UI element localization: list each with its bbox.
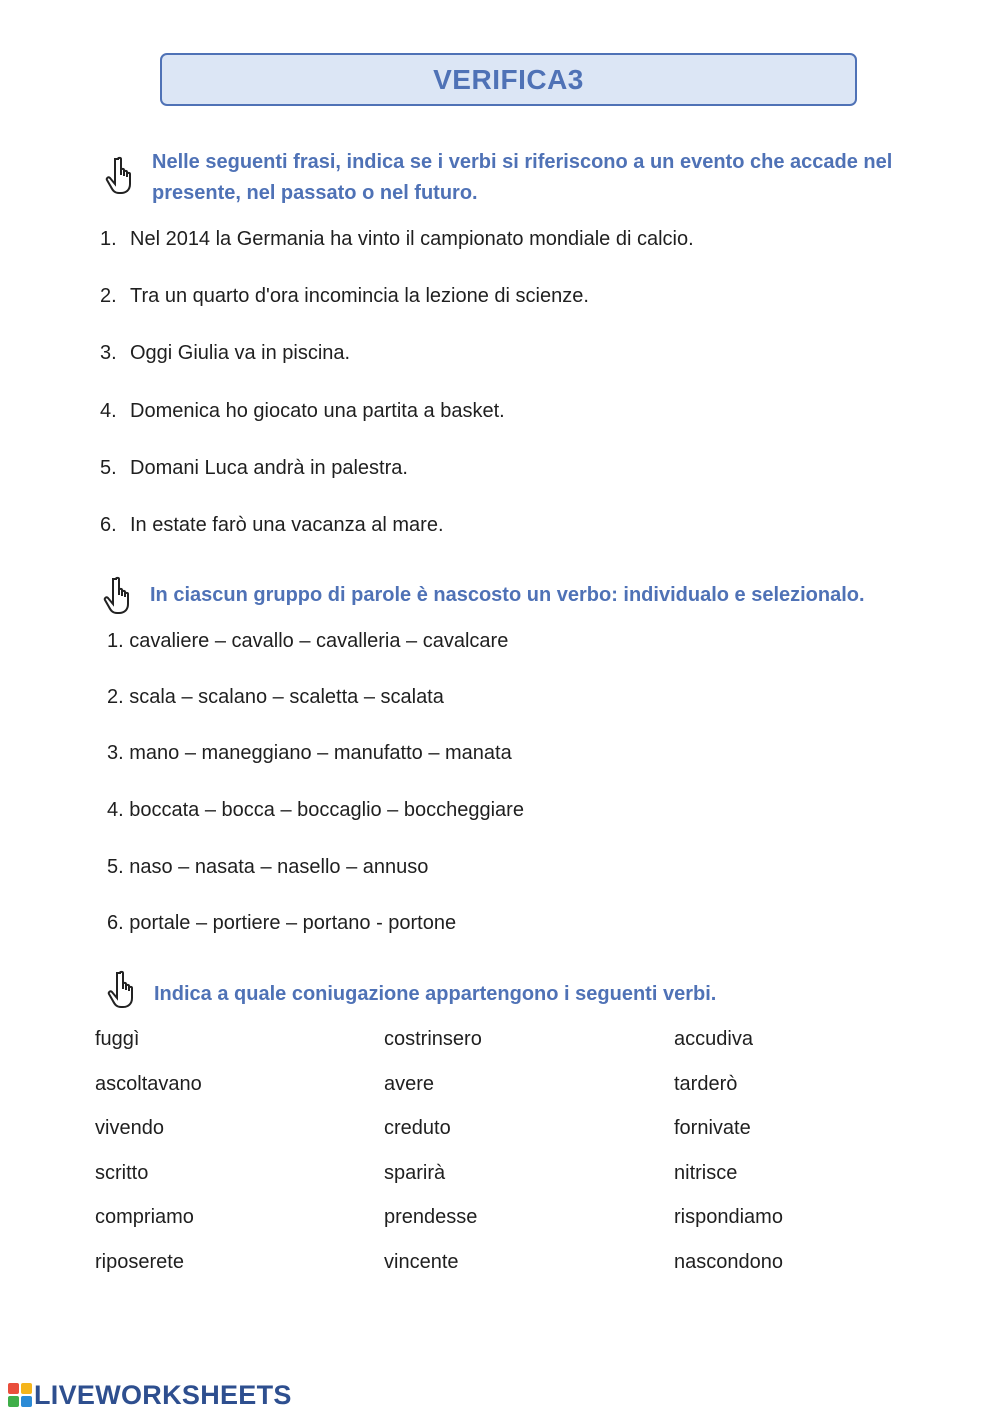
word-group[interactable]: 3. mano – maneggiano – manufatto – manata [107, 742, 512, 764]
verb-item: sparirà [384, 1161, 446, 1184]
list-item: 3. Oggi Giulia va in piscina. [100, 342, 351, 364]
logo-text: LIVEWORKSHEETS [34, 1379, 292, 1410]
verb-item: vivendo [95, 1117, 164, 1140]
pointing-hand-icon [102, 156, 138, 196]
word-group[interactable]: 6. portale – portiere – portano - portone [107, 912, 457, 934]
verb-item: accudiva [674, 1028, 753, 1050]
list-item: 4. Domenica ho giocato una partita a basket. [100, 400, 505, 422]
verb-item: nascondono [674, 1250, 783, 1273]
verb-item: fornivate [674, 1117, 751, 1140]
word-group[interactable]: 4. boccata – bocca – boccaglio – boccheggiare [107, 799, 524, 821]
list-item: 6. In estate farò una vacanza al mare. [100, 514, 444, 536]
verb-item: costrinsero [384, 1028, 482, 1050]
logo-square-yellow [21, 1383, 32, 1394]
word-group[interactable]: 2. scala – scalano – scaletta – scalata [107, 686, 444, 708]
verb-item: prendesse [384, 1206, 478, 1229]
verb-item: riposerete [95, 1250, 184, 1273]
liveworksheets-logo[interactable] [8, 1380, 292, 1410]
logo-square-blue [21, 1396, 32, 1407]
verb-column-3 [674, 1027, 783, 1295]
section1-instruction: Nelle seguenti frasi, indica se i verbi si riferiscono a un evento che accade nel presente, nel passato o nel futuro. [152, 151, 893, 204]
page-title: VERIFICA3 [433, 63, 584, 95]
section3-instruction: Indica a quale coniugazione appartengono i seguenti verbi. [154, 983, 717, 1005]
verb-item: fuggì [95, 1028, 140, 1050]
verb-item: compriamo [95, 1206, 194, 1229]
verb-item: creduto [384, 1117, 451, 1140]
verb-column-1 [95, 1027, 202, 1295]
verb-item: rispondiamo [674, 1206, 783, 1229]
verb-item: nitrisce [674, 1161, 738, 1184]
word-group[interactable]: 1. cavaliere – cavallo – cavalleria – cavalcare [107, 630, 509, 652]
title-box [160, 53, 857, 106]
verb-item: ascoltavano [95, 1072, 202, 1095]
logo-square-green [8, 1396, 19, 1407]
pointing-hand-icon [100, 576, 136, 616]
verb-item: avere [384, 1072, 435, 1095]
list-item: 2. Tra un quarto d'ora incomincia la lezione di scienze. [100, 285, 589, 307]
verb-item: tarderò [674, 1072, 738, 1095]
verb-item: vincente [384, 1250, 459, 1273]
logo-square-red [8, 1383, 19, 1394]
list-item: 5. Domani Luca andrà in palestra. [100, 457, 408, 479]
verb-column-2 [384, 1027, 482, 1295]
section2-instruction: In ciascun gruppo di parole è nascosto un verbo: individualo e selezionalo. [150, 584, 865, 606]
list-item: 1. Nel 2014 la Germania ha vinto il campionato mondiale di calcio. [100, 228, 694, 250]
pointing-hand-icon [104, 970, 140, 1010]
logo-mark-icon [8, 1383, 32, 1407]
verb-item: scritto [95, 1161, 149, 1184]
word-group[interactable]: 5. naso – nasata – nasello – annuso [107, 856, 429, 878]
